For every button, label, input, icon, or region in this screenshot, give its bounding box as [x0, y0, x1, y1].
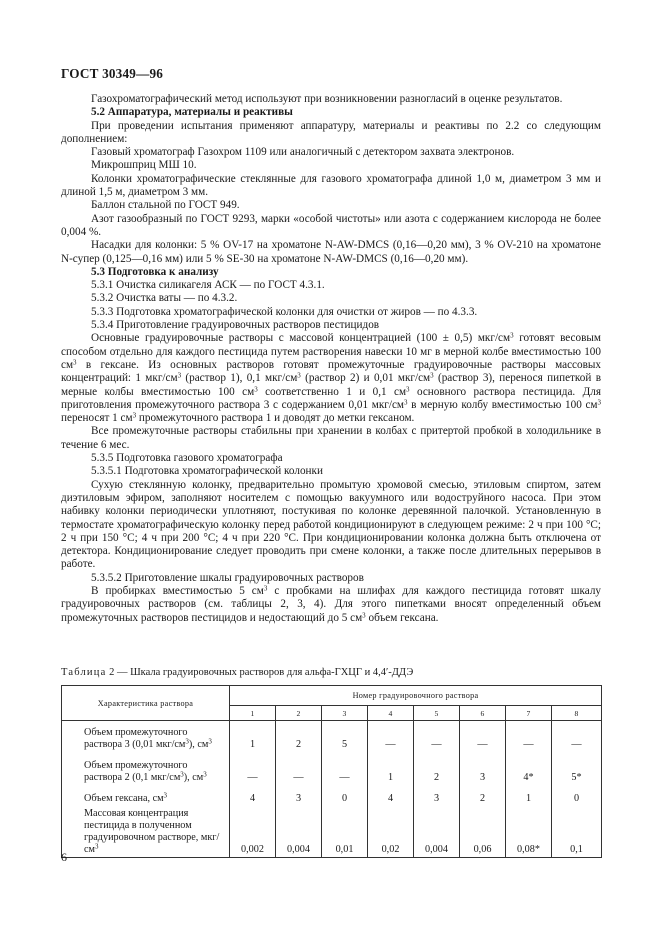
- table-row: [62, 785, 602, 806]
- paragraph: 5.3.5 Подготовка газового хроматографа: [91, 452, 283, 465]
- text-span: с пробками на шлифах для каждого пестицида готовят шкалу градуировочных растворов (см. таблицы 2, 3, 4). Для этого пипетками вносят определенный объем промежуточных растворов пестицидов и недостающий до 5 см: [61, 584, 601, 624]
- caption-text: 2 — Шкала градуировочных растворов для альфа-ГХЦГ и 4,4′-ДДЭ: [106, 667, 414, 678]
- text-span: Объем гексана, см: [84, 793, 164, 804]
- text-span: соответственно 1 и 0,1 см: [257, 385, 407, 398]
- text-span: объем гексана.: [365, 611, 439, 624]
- table-cell: 1: [230, 721, 276, 753]
- row-label: [62, 806, 230, 858]
- table-cell: 4*: [506, 752, 552, 785]
- text-span: основного раствора пестицида. Для приготовления промежуточного раствора 3 с содержанием 0,01 мкг/см: [61, 385, 601, 411]
- table-cell: 0: [552, 785, 602, 806]
- table-cell: 0,002: [230, 806, 276, 858]
- column-number: 5: [414, 706, 460, 721]
- table-cell: 1: [368, 752, 414, 785]
- table-row: [62, 752, 602, 785]
- text-span: Массовая концентрация пестицида в полученном градуировочном растворе, мкг/см: [84, 808, 220, 855]
- paragraph: Азот газообразный по ГОСТ 9293, марки «особой чистоты» или азота с содержанием кислорода не более 0,004 %.: [61, 212, 601, 238]
- table-cell: 0,08*: [506, 806, 552, 858]
- column-number: 1: [230, 706, 276, 721]
- text-span: (раствор 2) и 0,01 мкг/см: [300, 372, 431, 385]
- paragraph: Баллон стальной по ГОСТ 949.: [91, 199, 240, 212]
- body-text: [61, 93, 601, 625]
- text-span: в гексане. Из основных растворов готовят промежуточные градуировочные растворы массовых концентраций: 1 мкг/см: [61, 358, 601, 385]
- table-cell: 3: [276, 785, 322, 806]
- column-number: 8: [552, 706, 602, 721]
- table-cell: —: [552, 721, 602, 753]
- column-header: Характеристика раствора: [62, 686, 230, 721]
- text-span: переносят 1 см: [61, 412, 133, 425]
- text-span: ), см: [188, 739, 209, 750]
- section-5-3-heading: 5.3 Подготовка к анализу: [91, 265, 219, 278]
- superscript: 3: [430, 371, 434, 380]
- text-span: В пробирках вместимостью 5 см: [91, 584, 264, 597]
- column-number: 6: [460, 706, 506, 721]
- superscript: 3: [132, 411, 137, 420]
- superscript: 3: [404, 398, 408, 407]
- column-number: 3: [322, 706, 368, 721]
- paragraph: 5.3.5.1 Подготовка хроматографической колонки: [91, 465, 323, 478]
- superscript: 3: [208, 737, 212, 746]
- superscript: 3: [73, 358, 77, 367]
- paragraph: 5.3.1 Очистка силикагеля АСК — по ГОСТ 4.3.1.: [91, 279, 325, 292]
- paragraph: 5.3.2 Очистка ваты — по 4.3.2.: [91, 292, 238, 305]
- table-row: [62, 806, 602, 858]
- superscript: 3: [203, 770, 207, 779]
- table-row: [62, 721, 602, 753]
- table-cell: 0: [322, 785, 368, 806]
- text-span: ), см: [183, 772, 204, 783]
- column-number: 2: [276, 706, 322, 721]
- table-cell: —: [368, 721, 414, 753]
- table-caption: [61, 667, 413, 678]
- table-cell: —: [414, 721, 460, 753]
- paragraph: Микрошприц МШ 10.: [91, 159, 197, 172]
- paragraph: Колонки хроматографические стеклянные для газового хроматографа длиной 1,0 м, диаметром 3 мм и длиной 1,5 м, диаметром 3 мм.: [61, 172, 601, 199]
- calibration-table: [61, 685, 602, 858]
- paragraph: Насадки для колонки: 5 % OV-17 на хроматоне N-AW-DMCS (0,16—0,20 мм), 3 % OV-210 на хроматоне N-супер (0,125—0,16 мм) или 5 % SE-30 на хроматоне N-AW-DMCS (0,16—0,20 мм).: [61, 239, 601, 265]
- table-cell: 5: [322, 721, 368, 753]
- table-cell: 0,004: [276, 806, 322, 858]
- document-header: ГОСТ 30349—96: [61, 66, 164, 81]
- table-cell: 4: [368, 785, 414, 806]
- paragraph: 5.3.3 Подготовка хроматографической колонки для очистки от жиров — по 4.3.3.: [91, 305, 478, 318]
- paragraph: Все промежуточные растворы стабильны при хранении в колбах с притертой пробкой в холодильнике в течение 6 мес.: [61, 425, 601, 451]
- superscript: 3: [94, 842, 99, 851]
- table-cell: 0,1: [552, 806, 602, 858]
- row-label: [62, 752, 230, 785]
- calibration-paragraph: [61, 332, 601, 425]
- row-label: [62, 721, 230, 753]
- superscript: 3: [163, 791, 168, 800]
- paragraph: Газовый хроматограф Газохром 1109 или аналогичный с детектором захвата электронов.: [91, 146, 515, 159]
- superscript: 3: [177, 371, 182, 380]
- table-cell: —: [506, 721, 552, 753]
- table-cell: —: [276, 752, 322, 785]
- table-cell: 0,004: [414, 806, 460, 858]
- page-number: 6: [61, 850, 67, 864]
- text-span: Объем промежуточного раствора 2 (0,1 мкг/см: [84, 760, 188, 783]
- superscript: 3: [406, 385, 410, 394]
- table-cell: 3: [414, 785, 460, 806]
- table-cell: —: [230, 752, 276, 785]
- text-span: (раствор 3), перенося пипеткой в мерные колбы вместимостью 100 см: [61, 372, 601, 398]
- table-cell: 0,06: [460, 806, 506, 858]
- paragraph: При проведении испытания применяют аппаратуру, материалы и реактивы по 2.2 со следующим дополнением:: [61, 119, 601, 145]
- group-header: Номер градуировочного раствора: [230, 686, 602, 706]
- table-cell: 5*: [552, 752, 602, 785]
- section-5-2-heading: 5.2 Аппаратура, материалы и реактивы: [91, 106, 293, 119]
- text-span: Основные градуировочные растворы с массовой концентрацией (100 ± 0,5) мкг/см: [91, 332, 511, 345]
- paragraph: Сухую стеклянную колонку, предварительно промытую хромовой смесью, этиловым спиртом, затем диэтиловым эфиром, заполняют носителем с помощью вакуумного или водоструйного насоса. При этом набивку колонки периодически уплотняют, постукивая по колонке деревянной палочкой. Установленную в термостате хроматографическую колонку перед работой кондиционируют в следующем режиме: 2 ч при 100 °С; 2 ч при 150 °С; 4 ч при 200 °С; 4 ч при 220 °С. При кондиционировании колонка должна быть отключена от детектора. Кондиционирование следует проводить при смене колонки, а также после длительных перерывов в работе.: [61, 478, 601, 571]
- table-cell: 2: [414, 752, 460, 785]
- table-cell: 2: [276, 721, 322, 753]
- table-cell: 2: [460, 785, 506, 806]
- superscript: 3: [362, 611, 366, 620]
- table-cell: 3: [460, 752, 506, 785]
- superscript: 3: [254, 385, 258, 394]
- intro-paragraph: Газохроматографический метод используют при возникновении разногласий в оценке результатов.: [91, 93, 563, 105]
- column-number: 7: [506, 706, 552, 721]
- table-cell: —: [460, 721, 506, 753]
- paragraph: 5.3.4 Приготовление градуировочных растворов пестицидов: [91, 319, 380, 332]
- scale-paragraph: [61, 585, 601, 625]
- table-cell: —: [322, 752, 368, 785]
- row-label: [62, 785, 230, 806]
- text-span: Объем промежуточного раствора 3 (0,01 мкг/см: [84, 727, 188, 750]
- caption-prefix: Таблица: [61, 667, 107, 678]
- superscript: 3: [597, 398, 601, 407]
- superscript: 3: [510, 331, 514, 340]
- text-span: промежуточного раствора 1 и доводят до метки гексаном.: [136, 412, 415, 425]
- table-cell: 4: [230, 785, 276, 806]
- text-span: (раствор 1), 0,1 мкг/см: [181, 372, 298, 385]
- superscript: 3: [297, 371, 301, 380]
- table-cell: 1: [506, 785, 552, 806]
- superscript: 3: [263, 584, 268, 593]
- text-span: в мерную колбу вместимостью 100 см: [407, 398, 598, 411]
- column-number: 4: [368, 706, 414, 721]
- paragraph: 5.3.5.2 Приготовление шкалы градуировочных растворов: [91, 571, 364, 584]
- table-cell: 0,02: [368, 806, 414, 858]
- text-span: готовят весовым способом отдельно для каждого пестицида путем растворения навески 10 мг в мерной колбе вместимостью 100 см: [61, 332, 601, 371]
- superscript: 3: [185, 737, 189, 746]
- superscript: 3: [180, 770, 184, 779]
- table-cell: 0,01: [322, 806, 368, 858]
